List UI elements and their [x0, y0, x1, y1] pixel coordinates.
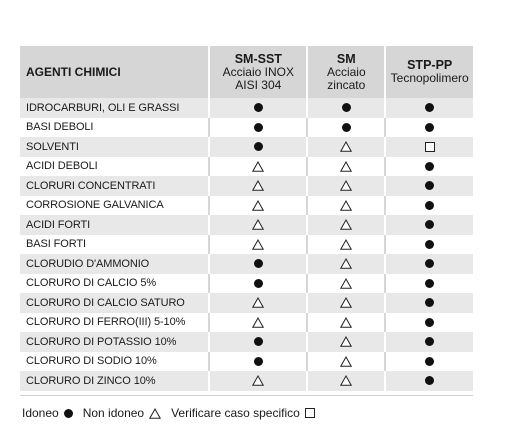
header-desc: Acciaio [326, 64, 366, 79]
compatibility-cell [384, 118, 473, 138]
filled-circle-icon [425, 201, 434, 210]
filled-circle-icon [425, 123, 434, 132]
table-header-row [20, 46, 473, 98]
compatibility-cell [384, 157, 473, 177]
compatibility-cell [306, 274, 384, 294]
filled-circle-icon [425, 337, 434, 346]
compatibility-cell [306, 332, 384, 352]
agent-name: CLORURO DI ZINCO 10% [20, 371, 208, 391]
header-code: SM-SST [234, 51, 282, 66]
table-row [20, 254, 473, 274]
agent-name: CLORURO DI FERRO(III) 5-10% [20, 313, 208, 333]
legend-label: Verificare caso specifico [171, 406, 300, 420]
table-row [20, 235, 473, 255]
table-row [20, 332, 473, 352]
compatibility-cell [384, 137, 473, 157]
triangle-outline-icon [340, 336, 352, 347]
compatibility-cell [384, 274, 473, 294]
filled-circle-icon [425, 162, 434, 171]
header-agenti-chimici: AGENTI CHIMICI [20, 46, 208, 98]
filled-circle-icon [425, 220, 434, 229]
compatibility-cell [208, 293, 306, 313]
header-code: SM [336, 51, 356, 66]
filled-circle-icon [425, 376, 434, 385]
compatibility-cell [208, 254, 306, 274]
compatibility-cell [208, 274, 306, 294]
compatibility-cell [208, 137, 306, 157]
table-row [20, 137, 473, 157]
compatibility-cell [208, 235, 306, 255]
compatibility-cell [306, 352, 384, 372]
compatibility-cell [208, 215, 306, 235]
filled-circle-icon [425, 259, 434, 268]
compatibility-cell [384, 176, 473, 196]
agent-name: IDROCARBURI, OLI E GRASSI [20, 98, 208, 118]
agent-name: BASI DEBOLI [20, 118, 208, 138]
compatibility-cell [306, 196, 384, 216]
triangle-outline-icon [340, 356, 352, 367]
filled-circle-icon [254, 357, 263, 366]
table-body [20, 98, 473, 391]
table-row [20, 157, 473, 177]
legend-label: Non idoneo [82, 406, 145, 420]
compatibility-cell [384, 293, 473, 313]
compatibility-cell [208, 176, 306, 196]
compatibility-cell [208, 98, 306, 118]
filled-circle-icon [254, 142, 263, 151]
compatibility-cell [384, 371, 473, 391]
compatibility-cell [384, 196, 473, 216]
table-row [20, 196, 473, 216]
header-desc: AISI 304 [235, 77, 282, 92]
agent-name: SOLVENTI [20, 137, 208, 157]
triangle-outline-icon [340, 141, 352, 152]
header-desc: Tecnopolimero [390, 71, 469, 85]
triangle-outline-icon [252, 375, 264, 386]
filled-circle-icon [342, 123, 351, 132]
agent-name: CORROSIONE GALVANICA [20, 196, 208, 216]
compatibility-cell [384, 98, 473, 118]
compatibility-cell [384, 332, 473, 352]
filled-circle-icon [425, 318, 434, 327]
compatibility-cell [306, 293, 384, 313]
compatibility-cell [306, 176, 384, 196]
agent-name: CLORURI CONCENTRATI [20, 176, 208, 196]
filled-circle-icon [425, 181, 434, 190]
compatibility-cell [306, 98, 384, 118]
filled-circle-icon [254, 103, 263, 112]
filled-circle-icon [342, 103, 351, 112]
table-row [20, 274, 473, 294]
filled-circle-icon [425, 103, 434, 112]
table-row [20, 313, 473, 333]
compatibility-cell [208, 371, 306, 391]
triangle-outline-icon [340, 219, 352, 230]
triangle-outline-icon [340, 200, 352, 211]
agent-name: CLORURO DI CALCIO SATURO [20, 293, 208, 313]
legend-item-verificare [171, 406, 315, 420]
agent-name: CLORUDIO D'AMMONIO [20, 254, 208, 274]
agent-name: ACIDI DEBOLI [20, 157, 208, 177]
compatibility-cell [208, 157, 306, 177]
triangle-outline-icon [252, 161, 264, 172]
compatibility-cell [306, 235, 384, 255]
agent-name: CLORURO DI CALCIO 5% [20, 274, 208, 294]
triangle-outline-icon [340, 375, 352, 386]
triangle-outline-icon [340, 161, 352, 172]
filled-circle-icon [425, 298, 434, 307]
triangle-outline-icon [252, 219, 264, 230]
header-desc: Acciaio INOX [222, 64, 294, 79]
filled-circle-icon [64, 409, 73, 418]
triangle-outline-icon [252, 239, 264, 250]
header-code: STP-PP [407, 58, 453, 72]
compatibility-cell [306, 313, 384, 333]
compatibility-cell [306, 137, 384, 157]
legend [22, 406, 325, 420]
triangle-outline-icon [252, 297, 264, 308]
table-row [20, 293, 473, 313]
legend-item-idoneo [22, 406, 73, 420]
compatibility-cell [306, 254, 384, 274]
triangle-outline-icon [340, 239, 352, 250]
filled-circle-icon [254, 337, 263, 346]
filled-circle-icon [254, 259, 263, 268]
filled-circle-icon [254, 279, 263, 288]
filled-circle-icon [425, 279, 434, 288]
compatibility-cell [306, 118, 384, 138]
chemical-compatibility-table [20, 46, 473, 391]
table-row [20, 352, 473, 372]
agent-name: BASI FORTI [20, 235, 208, 255]
compatibility-cell [384, 215, 473, 235]
compatibility-cell [384, 313, 473, 333]
legend-label: Idoneo [22, 406, 59, 420]
header-col-sm-sst [208, 46, 306, 98]
compatibility-cell [306, 371, 384, 391]
agent-name: ACIDI FORTI [20, 215, 208, 235]
square-outline-icon [305, 408, 315, 418]
compatibility-cell [384, 235, 473, 255]
compatibility-cell [208, 352, 306, 372]
header-col-sm [306, 46, 384, 98]
triangle-outline-icon [252, 317, 264, 328]
square-outline-icon [425, 142, 435, 152]
compatibility-cell [208, 118, 306, 138]
table-bottom-rule [20, 395, 473, 396]
triangle-outline-icon [252, 180, 264, 191]
table-row [20, 98, 473, 118]
agent-name: CLORURO DI POTASSIO 10% [20, 332, 208, 352]
triangle-outline-icon [149, 408, 161, 419]
compatibility-cell [384, 254, 473, 274]
compatibility-cell [208, 313, 306, 333]
table-row [20, 118, 473, 138]
filled-circle-icon [254, 123, 263, 132]
filled-circle-icon [425, 357, 434, 366]
compatibility-cell [208, 196, 306, 216]
table-row [20, 215, 473, 235]
header-col-stp-pp [384, 46, 473, 98]
compatibility-cell [306, 157, 384, 177]
compatibility-cell [306, 215, 384, 235]
triangle-outline-icon [340, 297, 352, 308]
header-desc: zincato [327, 77, 366, 92]
table-row [20, 176, 473, 196]
triangle-outline-icon [340, 180, 352, 191]
triangle-outline-icon [252, 200, 264, 211]
legend-item-non-idoneo [83, 406, 161, 420]
compatibility-cell [384, 352, 473, 372]
triangle-outline-icon [340, 258, 352, 269]
filled-circle-icon [425, 240, 434, 249]
triangle-outline-icon [340, 317, 352, 328]
compatibility-cell [208, 332, 306, 352]
table-row [20, 371, 473, 391]
agent-name: CLORURO DI SODIO 10% [20, 352, 208, 372]
triangle-outline-icon [340, 278, 352, 289]
